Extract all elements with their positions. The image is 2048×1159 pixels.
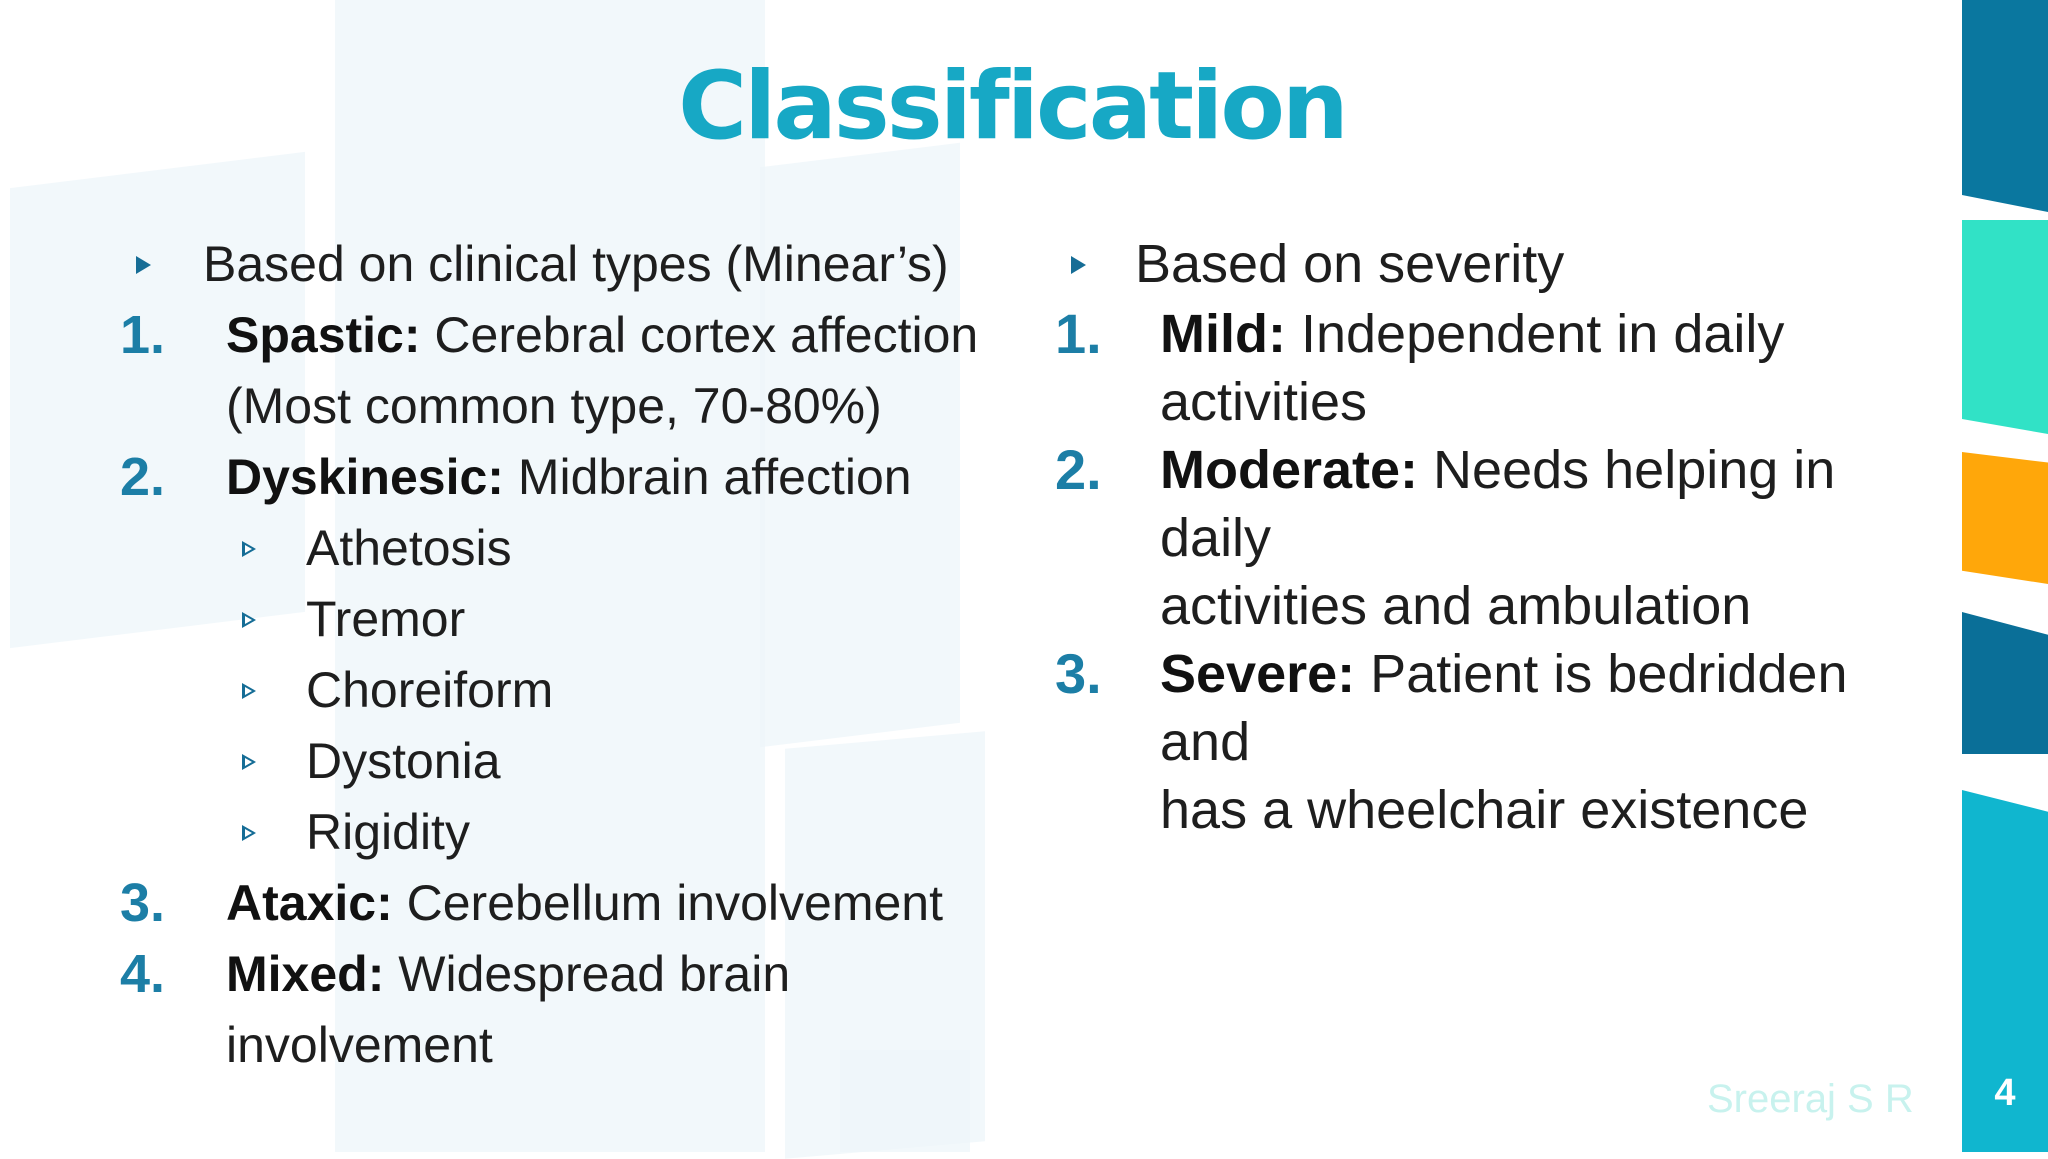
item-number: 3. <box>120 873 166 933</box>
subtype-label: Athetosis <box>306 520 512 576</box>
subtype-label: Rigidity <box>306 804 470 860</box>
subtype-item <box>120 513 1020 584</box>
accent-bar-orange <box>1962 452 2048 584</box>
item-text-continued: (Most common type, 70-80%) <box>226 378 882 434</box>
right-heading-text: Based on severity <box>1135 234 1565 294</box>
item-text: Cerebellum involvement <box>406 875 943 931</box>
subtype-item <box>120 584 1020 655</box>
item-text: Midbrain affection <box>517 449 912 505</box>
triangle-bullet-icon <box>1071 256 1086 274</box>
item-term: Mild: <box>1160 304 1286 364</box>
subtype-item <box>120 655 1020 726</box>
subtype-label: Choreiform <box>306 662 554 718</box>
item-text: Widespread brain involvement <box>226 946 791 1073</box>
item-term: Mixed: <box>226 946 385 1002</box>
list-item-severe <box>1055 640 1925 844</box>
subtype-label: Tremor <box>306 591 466 647</box>
hollow-triangle-bullet-icon <box>242 683 256 699</box>
list-item-mild <box>1055 300 1925 436</box>
subtype-item <box>120 797 1020 868</box>
item-number: 3. <box>1055 642 1102 705</box>
item-text: Independent in daily <box>1300 304 1785 364</box>
item-number: 4. <box>120 944 166 1004</box>
item-text: Cerebral cortex affection <box>434 307 979 363</box>
list-item-moderate <box>1055 436 1925 640</box>
subtype-label: Dystonia <box>306 733 501 789</box>
left-heading <box>120 228 1020 300</box>
item-term: Severe: <box>1160 644 1356 704</box>
item-term: Moderate: <box>1160 440 1419 500</box>
item-term: Ataxic: <box>226 875 393 931</box>
item-number: 2. <box>1055 438 1102 501</box>
item-text: Patient is bedridden and <box>1160 644 1848 772</box>
item-number: 1. <box>1055 302 1102 365</box>
left-column <box>120 228 1020 1081</box>
list-item-ataxic <box>120 868 1020 939</box>
triangle-bullet-icon <box>136 256 151 274</box>
page-number: 4 <box>1994 1072 2016 1114</box>
item-text-continued: has a wheelchair existence <box>1160 780 1809 840</box>
item-text-continued: activities <box>1160 372 1368 432</box>
right-column <box>1055 228 1925 844</box>
item-text: Needs helping in daily <box>1160 440 1836 568</box>
item-number: 1. <box>120 305 166 365</box>
list-item-spastic <box>120 300 1020 442</box>
subtype-item <box>120 726 1020 797</box>
list-item-mixed <box>120 939 1020 1081</box>
item-number: 2. <box>120 447 166 507</box>
right-heading <box>1055 228 1925 300</box>
hollow-triangle-bullet-icon <box>242 825 256 841</box>
item-term: Dyskinesic: <box>226 449 504 505</box>
item-term: Spastic: <box>226 307 421 363</box>
hollow-triangle-bullet-icon <box>242 541 256 557</box>
dyskinesic-subtypes <box>120 513 1020 868</box>
slide-title: Classification <box>678 52 1346 161</box>
accent-bar-navy <box>1962 612 2048 754</box>
accent-bar-teal <box>1962 220 2048 434</box>
footer-author: Sreeraj S R <box>1707 1077 1914 1121</box>
hollow-triangle-bullet-icon <box>242 754 256 770</box>
list-item-dyskinesic <box>120 442 1020 513</box>
left-heading-text: Based on clinical types (Minear’s) <box>203 236 949 292</box>
hollow-triangle-bullet-icon <box>242 612 256 628</box>
item-text-continued: activities and ambulation <box>1160 576 1752 636</box>
